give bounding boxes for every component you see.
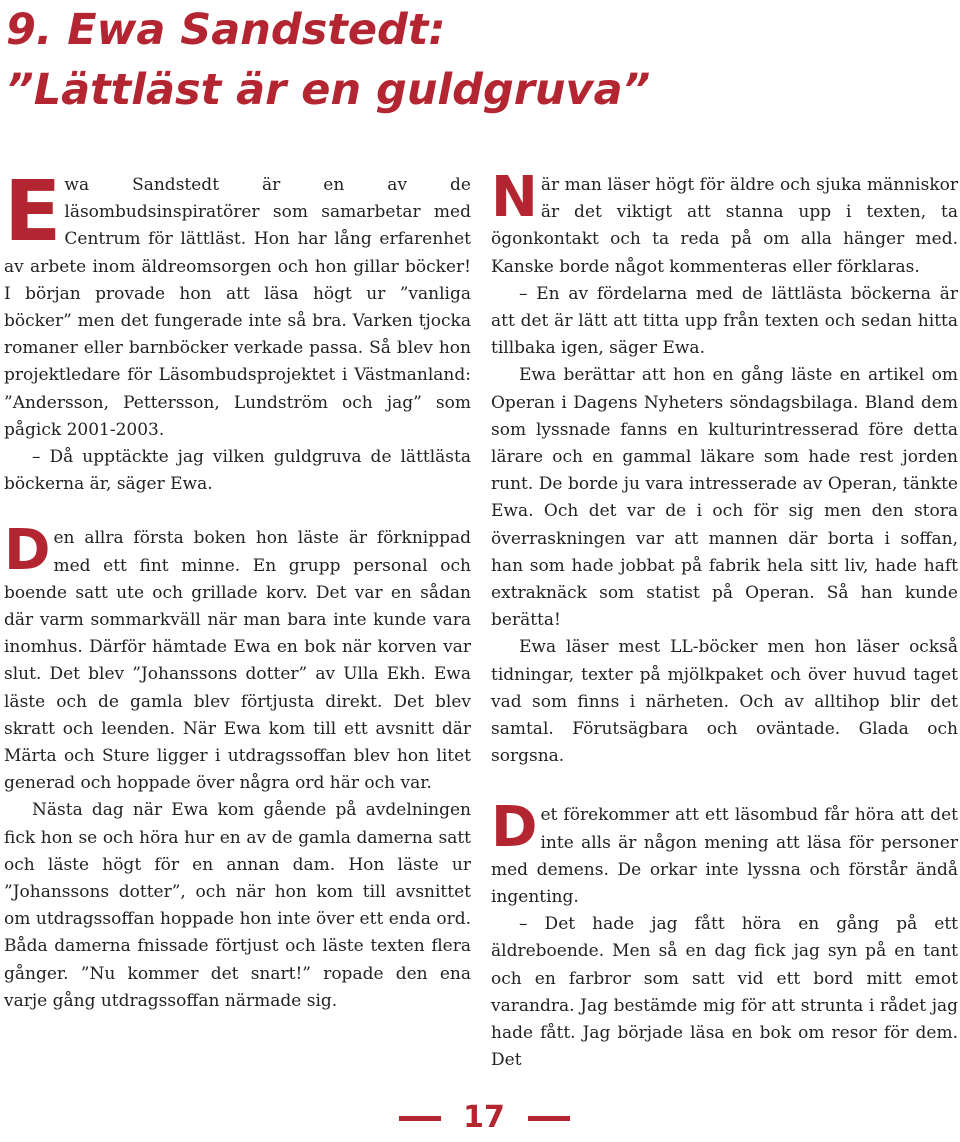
drop-cap: D <box>4 518 51 584</box>
paragraph-text: wa Sandstedt är en av de läsombudsinspiratörer som samarbetar med Centrum för lättläst. Hon har lång erfarenhet av arbete inom äldreomsorgen och hon gillar böcker! I början provade hon att läsa högt ur ”vanliga böcker” men det fungerade inte så bra. Varken tjocka romaner eller barnböcker verkade passa. Så blev hon projektledare för Läsombudsprojektet i Västmanland: ”Andersson, Pettersson, Lundström och jag” som pågick 2001-2003. <box>4 175 471 440</box>
page-number: 17 <box>463 1100 505 1135</box>
page-footer <box>0 1098 960 1142</box>
paragraph-opera: Ewa berättar att hon en gång läste en artikel om Operan i Dagens Nyheters söndagsbilaga. Bland dem som lyssnade fanns en kulturintresserad före detta lärare och en gammal läkare som hade rest jorden runt. De borde ju vara intresserade av Operan, tänkte Ewa. Och det var de i och för sig men den stora överraskningen var att mannen där borta i soffan, han som hade jobbat på fabrik hela sitt liv, hade haft extraknäck som statist på Operan. Så han kunde berätta! <box>491 365 958 631</box>
paragraph-ll-books: Ewa läser mest LL-böcker men hon läser också tidningar, texter på mjölkpaket och över huvud taget vad som finns i närheten. Och av alltihop blir det samtal. Förutsägbara och oväntade. Glada och sorgsna. <box>491 637 958 767</box>
paragraph-next-day: Nästa dag när Ewa kom gående på avdelningen fick hon se och höra hur en av de gamla damerna satt och läste högt för en annan dam. Hon läste ur ”Johanssons dotter”, och när hon kom till avsnittet om utdragssoffan hoppade hon inte över ett enda ord. Båda damerna fnissade förtjust och läste texten flera gånger. ”Nu kommer det snart!” ropade den ena varje gång utdragssoffan närmade sig. <box>4 800 471 1011</box>
title-line-1: 9. Ewa Sandstedt: <box>6 5 446 55</box>
title-line-2: ”Lättläst är en guldgruva” <box>6 65 651 115</box>
paragraph-quote: – Då upptäckte jag vilken guldgruva de lättlästa böckerna är, säger Ewa. <box>4 447 471 495</box>
footer-rule-left <box>399 1116 441 1121</box>
paragraph-intro <box>4 162 471 444</box>
paragraph-dementia <box>491 795 958 911</box>
drop-cap: D <box>491 795 538 861</box>
drop-cap: N <box>491 165 538 230</box>
paragraph-text: är man läser högt för äldre och sjuka människor är det viktigt att stanna upp i texten, ta ögonkontakt och ta reda på om alla hänger med. Kanske borde något kommenteras eller förklaras. <box>491 175 958 277</box>
page-title <box>6 0 946 120</box>
paragraph-text: et förekommer att ett läsombud får höra att det inte alls är någon mening att läsa för personer med demens. De orkar inte lyssna och förstår ändå ingenting. <box>491 805 958 908</box>
paragraph-advantage: – En av fördelarna med de lättlästa böckerna är att det är lätt att titta upp från texten och sedan hitta tillbaka igen, säger Ewa. <box>491 283 958 359</box>
paragraph-first-book <box>4 518 471 797</box>
drop-cap: E <box>4 162 62 260</box>
left-column <box>4 162 471 1015</box>
right-column <box>491 165 958 1075</box>
footer-rule-right <box>528 1116 570 1121</box>
paragraph-elderly-home: – Det hade jag fått höra en gång på ett äldreboende. Men så en dag fick jag syn på en tant och en farbror som satt vid ett bord mitt emot varandra. Jag bestämde mig för att strunta i rådet jag hade fått. Jag började läsa en bok om resor för dem. Det <box>491 914 958 1071</box>
paragraph-reading-aloud <box>491 165 958 281</box>
paragraph-text: en allra första boken hon läste är förknippad med ett fint minne. En grupp personal och boende satt ute och grillade korv. Det var en sådan där varm sommarkväll när man bara inte kunde vara inomhus. Därför hämtade Ewa en bok när korven var slut. Det blev ”Johanssons dotter” av Ulla Ekh. Ewa läste och de gamla blev förtjusta direkt. Det blev skratt och leenden. När Ewa kom till ett avsnitt där Märta och Sture ligger i utdragssoffan blev hon litet generad och hoppade över några ord här och var. <box>4 528 471 794</box>
